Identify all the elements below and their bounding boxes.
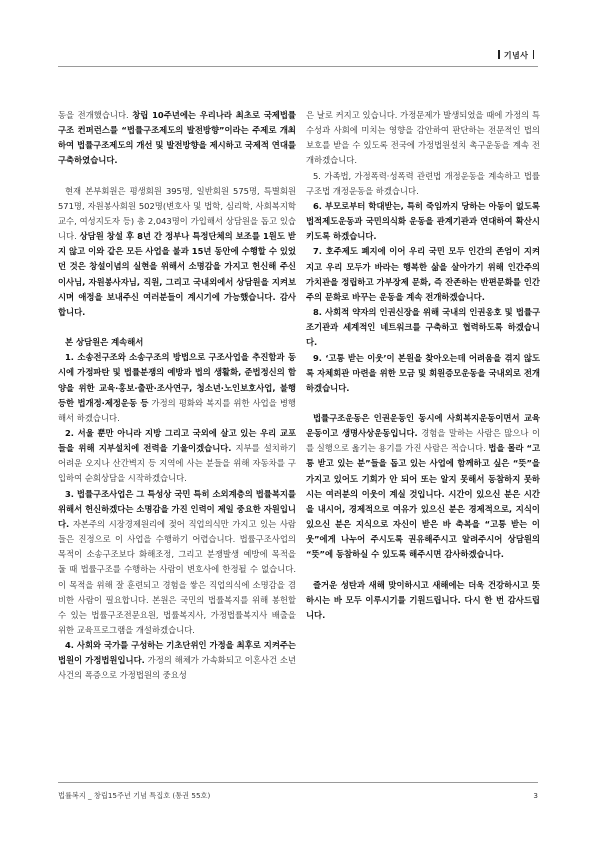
footer-publication: 법률복지 _ 창립15주년 기념 특집호 (통권 55호)	[58, 791, 211, 800]
bold-text: 상담원 창설 후 8년 간 정부나 특정단체의 보조를 1원도 받지 않고 이와 같은 모든 사업을 불과 15년 동안에 수행할 수 있었던 것은 창설이념의 실현을 위해서 소명감을 가지고 헌신해 주신 이사님, 자원봉사자님, 직원, 그리고 국내외에서 상담원을 지켜보시며 애정을 보내주신 여러분들이 계시기에 가능했습니다. 감사합니다.	[58, 231, 296, 317]
paragraph	[306, 411, 540, 563]
page-number: 3	[533, 791, 538, 800]
bold-text: 9. ‘고통 받는 이웃’이 본원을 찾아오는데 어려움을 겪지 않도록 자체회관 마련을 위한 모금 및 회원증모운동을 국내외로 전개하겠습니다.	[306, 352, 540, 393]
body-text: 경험을 말하는 사람은 많으나 이를 실행으로 옮기는 용기를 가진 사람은 적습니다.	[306, 428, 541, 454]
paragraph	[306, 578, 540, 623]
bold-text: 3. 법률구조사업은 그 특성상 국민 특히 소외계층의 법률복지를 위해서 헌신하겠다는 소명감을 가진 인력이 제일 중요한 자원입니다.	[58, 488, 296, 529]
paragraph	[306, 199, 540, 244]
bold-text: 즐거운 성탄과 새해 맞이하시고 새해에는 더욱 건강하시고 뜻 하시는 바 모두 이루시기를 기원드립니다. 다시 한 번 감사드립니다.	[306, 579, 540, 620]
body-text: 지부를 설치하기 어려운 오지나 산간벽지 등 지역에 사는 분들을 위해 자동차를 구입하여 순회상담을 시작하겠습니다.	[58, 443, 296, 484]
paragraph	[306, 305, 540, 350]
paragraph	[58, 184, 296, 320]
paragraph-gap	[306, 563, 540, 578]
paragraph	[58, 638, 296, 683]
paragraph-gap	[58, 169, 296, 184]
paragraph-gap	[58, 320, 296, 335]
footer-rule	[58, 782, 538, 783]
paragraph	[306, 108, 540, 169]
bold-text: 법을 몰라 “고통 받고 있는 분”들을 돕고 있는 사업에 함께하고 싶은 “뜻”을 가지고 있어도 기회가 안 되어 또는 알지 못해서 동참하지 못하시는 여러분의 이웃이 계실 것입니다. 시간이 있으신 분은 시간을 내시어, 경제적으로 여유가 있으신 분은 경제적으로, 지식이 있으신 분은 지식으로 자신이 받은 바 축복을 “고통 받는 이웃”에게 나누어 주시도록 권유해주시고 알려주시어 상담원의 “뜻”에 동참하실 수 있도록 해주시면 감사하겠습니다.	[306, 443, 541, 560]
bold-text: 8. 사회적 약자의 인권신장을 위해 국내의 인권옹호 및 법률구조기관과 세계적인 네트워크를 구축하고 협력하도록 하겠습니다.	[306, 307, 540, 348]
section-label-text: 기념사	[503, 51, 529, 60]
section-label	[494, 50, 538, 61]
bar-left	[498, 50, 500, 59]
right-column	[306, 108, 540, 623]
body-text: 5. 가족법, 가정폭력·성폭력 관련법 개정운동을 계속하고 법률구조법 개정운동을 하겠습니다.	[306, 170, 540, 196]
body-text: 가정의 해체가 가속화되고 이혼사건 소년사건의 폭증으로 가정법원의 중요성	[58, 655, 296, 681]
bold-text: 4. 사회와 국가를 구성하는 기초단위인 가정을 최후로 지켜주는 법원이 가정법원입니다.	[58, 640, 296, 666]
header-rule	[58, 66, 538, 67]
bold-text: 7. 호주제도 폐지에 이어 우리 국민 모두 인간의 존엄이 지켜지고 우리 모두가 바라는 행복한 삶을 살아가기 위해 인간주의 가치관을 정립하고 가부장제 문화, 즉 잔존하는 반편문화를 인간주의 문화로 바꾸는 운동을 계속 전개하겠습니다.	[306, 246, 540, 302]
body-text: 은 날로 커지고 있습니다. 가정문제가 발생되었을 때에 가정의 특수성과 사회에 미치는 영향을 감안하여 판단하는 전문적인 법의 보호를 받을 수 있도록 전국에 가정법원설치 촉구운동을 계속 전개하겠습니다.	[306, 110, 540, 166]
bold-text: 2. 서울 뿐만 아니라 지방 그리고 국외에 살고 있는 우리 교포들을 위해 지부설치에 전력을 기울이겠습니다.	[58, 427, 296, 454]
paragraph-gap	[306, 396, 540, 411]
paragraph	[58, 350, 296, 426]
bold-text: 1. 소송전구조와 소송구조의 방법으로 구조사업을 추진함과 동시에 가정파탄 및 법률분쟁의 예방과 법의 생활화, 준법정신의 함양을 위한 교육·홍보·출판·조사연구, 청소년·노인보호사업, 불행등한 법개정·제정운동 등	[58, 352, 296, 408]
body-text: 자본주의 시장경제원리에 젖어 직업의식만 가지고 있는 사람들은 진정으로 이 사업을 수행하기 어렵습니다. 법률구조사업의 목적이 소송구조보다 화해조정, 그리고 분쟁발생 예방에 목적을 둘 때 법률구조를 수행하는 사람이 변호사에 한정될 수 없습니다. 이 목적을 위해 잘 훈련되고 경험을 쌓은 직업의식에 소명감을 겸비한 사람이 필요합니다. 본원은 국민의 법률복지를 위해 봉헌할 수 있는 법률구조전문요원, 법률복지사, 가정법률복지사 배출을 위한 교육프로그램을 개설하겠습니다.	[58, 518, 296, 635]
bold-text: 창립 10주년에는 우리나라 최초로 국제법률구조 컨퍼런스를 “법률구조제도의 발전방향”이라는 주제로 개최하여 법률구조제도의 개선 및 발전방향을 제시하고 국제적 연대를 구축하였습니다.	[58, 110, 296, 166]
paragraph	[306, 244, 540, 305]
left-column	[58, 108, 296, 684]
paragraph	[306, 169, 540, 199]
body-text: 현재 본부회원은 평생회원 395명, 일반회원 575명, 특별회원 571명, 자원봉사회원 502명(변호사 및 법학, 심리학, 사회복지학 교수, 여성지도자 등) 총 2,043명이 가입해서 상담원을 돕고 있습니다.	[58, 185, 296, 242]
paragraph	[306, 351, 540, 396]
body-text: 가정의 평화와 복지를 위한 사업을 병행해서 하겠습니다.	[58, 397, 296, 423]
bold-text: 6. 부모로부터 학대받는, 특히 죽임까지 당하는 아동이 없도록 법적제도운동과 국민의식화 운동을 관계기관과 연대하여 확산시키도록 하겠습니다.	[306, 200, 540, 242]
paragraph	[58, 487, 296, 639]
bold-text: 법률구조운동은 인권운동인 동시에 사회복지운동이면서 교육운동이고 생명사상운동입니다.	[306, 412, 540, 439]
paragraph	[58, 426, 296, 487]
paragraph	[58, 335, 296, 350]
bold-text: 본 상담원은 계속해서	[65, 337, 144, 348]
paragraph	[58, 108, 296, 169]
bar-right	[533, 50, 535, 59]
body-text: 동을 전개했습니다.	[58, 110, 133, 120]
